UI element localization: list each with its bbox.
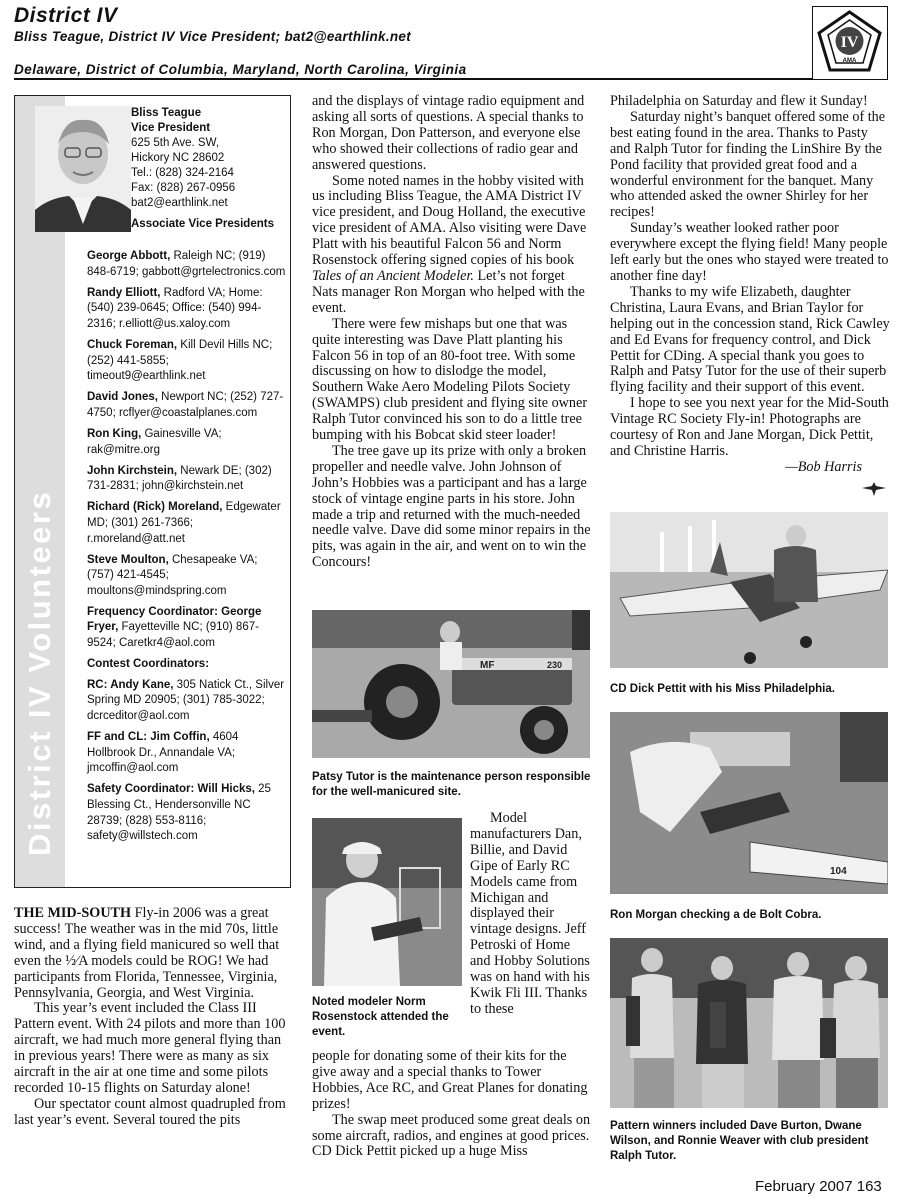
volunteer-entry: George Abbott, Raleigh NC; (919) 848-6719; gabbott@grtelectronics.com <box>87 250 286 278</box>
tractor-badge: MF <box>480 660 495 671</box>
sidebar-vertical-title: District IV Volunteers <box>22 489 57 856</box>
volunteer-list <box>87 249 287 850</box>
article-paragraph: The tree gave up its prize with only a broken propeller and needle valve. John Johnson of John’s Hobbies was a participant and has a large stock of vintage engine parts in his store. John made a trip and returned with the much-needed needle valve. Dave did some minor repairs in the pits, was again in the air, and went on to win the Concours! <box>312 442 591 571</box>
article-col2-wrap <box>470 811 594 1018</box>
photo-tractor <box>312 610 590 758</box>
volunteer-entry: Richard (Rick) Moreland, Edgewater MD; (301) 261-7366; r.moreland@att.net <box>87 501 281 545</box>
logo-text: AMA <box>842 58 857 64</box>
ama-wings-icon <box>862 482 886 501</box>
article-paragraph: people for donating some of their kits for the give away and a special thanks to Tower Hobbies, Ace RC, and Great Planes for donating prizes! <box>312 1048 588 1112</box>
cobra-number: 104 <box>830 866 847 877</box>
vp-address2: Hickory NC 28602 <box>131 152 225 164</box>
book-title: Tales of an Ancient Modeler. <box>312 267 474 284</box>
vp-email: bat2@earthlink.net <box>131 197 228 209</box>
article-paragraph: Philadelphia on Saturday and flew it Sunday! <box>610 93 868 109</box>
tractor-model: 230 <box>547 660 563 670</box>
vp-title: Vice President <box>131 122 211 134</box>
volunteer-entry: David Jones, Newport NC; (252) 727-4750; rcflyer@coastalplanes.com <box>87 391 284 419</box>
caption-morgan: Ron Morgan checking a de Bolt Cobra. <box>610 909 822 921</box>
page-footer: February 2007 163 <box>755 1178 882 1195</box>
article-signature: —Bob Harris <box>785 458 862 475</box>
contest-heading: Contest Coordinators: <box>87 658 210 671</box>
article-col3 <box>610 94 890 476</box>
photo-morgan <box>610 712 888 894</box>
article-paragraph: Thanks to my wife Elizabeth, daughter Christina, Laura Evans, and Brian Taylor for helping out in the concession stand, Rick Cawley and Ed Evans for frequency control, and Dick Pettit for CDing. A special thank you goes to Ralph and Patsy Tutor for the use of their superb flying facility and their support of this event. <box>610 283 890 396</box>
district-states: Delaware, District of Columbia, Maryland, North Carolina, Virginia <box>14 62 467 77</box>
article-paragraph: and the displays of vintage radio equipment and asking all sorts of questions. A special thanks to Ron Morgan, Don Patterson, and everyone else who showed their collections of radio gear and answered questions. <box>312 93 585 173</box>
coordinator-entry: FF and CL: Jim Coffin, 4604 Hollbrook Dr., Annandale VA; jmcoffin@aol.com <box>87 731 239 775</box>
article-paragraph: The swap meet produced some great deals on some aircraft, radios, and engines at good prices. CD Dick Pettit picked up a huge Miss <box>312 1111 591 1160</box>
caption-tractor: Patsy Tutor is the maintenance person responsible for the well-manicured site. <box>312 771 591 798</box>
caption-pettit: CD Dick Pettit with his Miss Philadelphia. <box>610 683 835 695</box>
district-logo <box>812 6 888 80</box>
article-col2 <box>312 94 592 571</box>
vp-tel: Tel.: (828) 324-2164 <box>131 167 234 179</box>
photo-winners <box>610 938 888 1108</box>
article-paragraph: Our spectator count almost quadrupled from last year’s event. Several toured the pits <box>14 1095 286 1128</box>
vp-contact <box>131 106 289 232</box>
photo-norm <box>312 818 462 986</box>
vp-name: Bliss Teague <box>131 107 202 119</box>
page-title: District IV <box>14 4 118 27</box>
vp-portrait <box>35 106 131 232</box>
vp-byline: Bliss Teague, District IV Vice President; bat2@earthlink.net <box>14 29 412 44</box>
volunteers-sidebar <box>14 95 291 888</box>
article-paragraph: Model manufacturers Dan, Billie, and David Gipe of Early RC Models came from Michigan and displayed their vintage designs. Jeff Petroski of Home and Hobby Solutions was on hand with his Kwik Fli III. Thanks to these <box>470 810 590 1017</box>
coordinator-entry: Safety Coordinator: Will Hicks, 25 Blessing Ct., Hendersonville NC 28739; (828) 553-8116; safety@willstech.com <box>87 783 271 843</box>
article-paragraph: This year’s event included the Class III Pattern event. With 24 pilots and more than 100 aircraft, we had much more general flying than in previous years! There were as many as six aircraft in the air at one time and some pilots recorded 10-15 flights on Saturday alone! <box>14 1000 286 1096</box>
associates-heading: Associate Vice Presidents <box>131 218 274 230</box>
vp-fax: Fax: (828) 267-0956 <box>131 182 236 194</box>
volunteer-entry: Randy Elliott, Radford VA; Home: (540) 239-0645; Office: (540) 994-2316; r.elliott@us.xaloy.com <box>87 286 263 330</box>
header-divider <box>14 78 812 80</box>
article-paragraph: Sunday’s weather looked rather poor everywhere except the flying field! Many people left early but the ones who stayed were treated to another fine day! <box>610 220 889 284</box>
article-paragraph: THE MID-SOUTH Fly-in 2006 was a great success! The weather was in the mid 70s, little wind, and a flying field manicured so well that even the ½⁄A models could be ROG! We had participants from Florida, Tennessee, Virginia, Pennsylvania, Georgia, and West Virginia. <box>14 905 280 1001</box>
article-paragraph: I hope to see you next year for the Mid-South Vintage RC Society Fly-in! Photographs are courtesy of Ron and Jane Morgan, Dick Pettit, and Christine Harris. <box>610 395 889 459</box>
caption-winners: Pattern winners included Dave Burton, Dwane Wilson, and Ronnie Weaver with club president Ralph Tutor. <box>610 1120 869 1162</box>
vp-address1: 625 5th Ave. SW, <box>131 137 220 149</box>
volunteer-entry: John Kirchstein, Newark DE; (302) 731-2831; john@kirchstein.net <box>87 464 272 493</box>
article-col2-bottom <box>312 1049 592 1160</box>
volunteer-entry: Chuck Foreman, Kill Devil Hills NC; (252) 441-5855; timeout9@earthlink.net <box>87 338 273 383</box>
article-paragraph: There were few mishaps but one that was quite interesting was Dave Platt planting his Falcon 56 in top of an 80-foot tree. With some discussing on how to dislodge the model, Southern Wake Aero Modeling Pilots Society (SWAMPS) club president and flying site owner Ralph Tutor convinced his son to do a little tree bumping with his Bobcat skid steer loader! <box>312 315 588 444</box>
article-col1 <box>14 906 292 1129</box>
article-paragraph: Saturday night’s banquet offered some of the best eating found in the area. Thanks to Pasty and Ralph Tutor for finding the LinShire By the Pond facility that provided great food and a wonderful environment for the banquet. Many who attended asked the owner Shirley for her recipes! <box>610 108 886 221</box>
volunteer-entry: Frequency Coordinator: George Fryer, Fayetteville NC; (910) 867-9524; Caretkr4@aol.com <box>87 605 262 650</box>
article-paragraph: Some noted names in the hobby visited with us including Bliss Teague, the AMA District IV vice president, and Doug Holland, the executive vice president of AMA. Also visiting were Dave Platt with his beautiful Falcon 56 and Norm Rosenstock offering signed copies of his book Tales of an Ancient Modeler. Let’s not forget Nats manager Ron Morgan who helped with the event. <box>312 172 587 316</box>
coordinator-entry: RC: Andy Kane, 305 Natick Ct., Silver Spring MD 20905; (301) 785-3022; dcrceditor@aol.com <box>87 678 285 722</box>
caption-norm: Noted modeler Norm Rosenstock attended the event. <box>312 996 449 1038</box>
photo-pettit <box>610 512 888 668</box>
logo-numeral: IV <box>840 34 859 51</box>
volunteer-entry: Ron King, Gainesville VA; rak@mitre.org <box>87 427 222 456</box>
volunteer-entry: Steve Moulton, Chesapeake VA; (757) 421-4545; moultons@mindspring.com <box>87 553 258 597</box>
